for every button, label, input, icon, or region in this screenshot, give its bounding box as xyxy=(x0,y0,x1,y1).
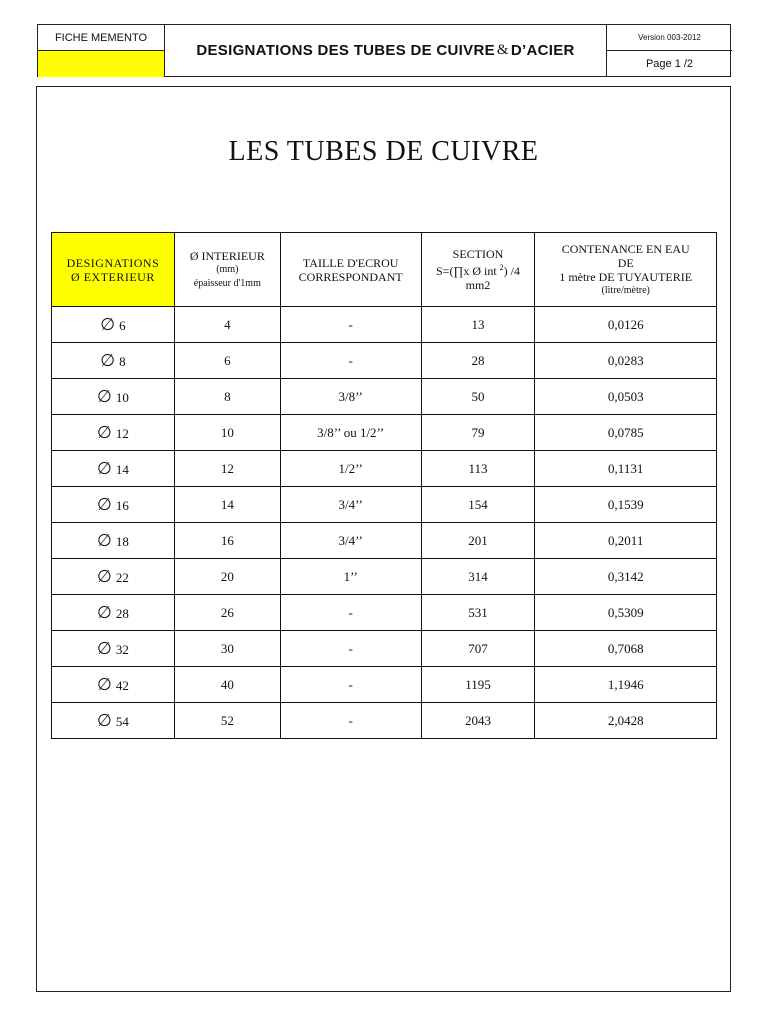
diameter-value: 16 xyxy=(115,497,129,513)
cell-diametre-exterieur xyxy=(52,379,175,415)
cell-taille-ecrou: - xyxy=(280,343,421,379)
cell-section: 154 xyxy=(421,487,535,523)
diameter-value: 32 xyxy=(115,641,129,657)
cell-taille-ecrou: 3/4’’ xyxy=(280,487,421,523)
yellow-highlight-box xyxy=(38,51,164,77)
cell-diametre-exterieur xyxy=(52,307,175,343)
header-ecrou-line1: TAILLE D'ECROU xyxy=(302,255,399,270)
diameter-icon: ∅ xyxy=(97,422,112,442)
cell-taille-ecrou: - xyxy=(280,667,421,703)
diameter-icon: ∅ xyxy=(97,386,112,406)
cell-contenance: 1,1946 xyxy=(535,667,717,703)
cell-diametre-exterieur xyxy=(52,595,175,631)
fiche-memento-label: FICHE MEMENTO xyxy=(38,25,164,51)
cell-section: 314 xyxy=(421,559,535,595)
cell-taille-ecrou: 3/8’’ xyxy=(280,379,421,415)
diameter-icon: ∅ xyxy=(97,638,112,658)
section-title: LES TUBES DE CUIVRE xyxy=(228,136,539,167)
diameter-value: 54 xyxy=(115,713,129,729)
table-header-row xyxy=(52,233,717,307)
cell-diametre-interieur: 30 xyxy=(174,631,280,667)
header-section-formula-sup: 2 xyxy=(499,263,504,272)
cell-contenance: 0,1131 xyxy=(535,451,717,487)
header-contenance-line1: CONTENANCE EN EAU xyxy=(561,241,690,256)
header-contenance-line3: 1 mètre DE TUYAUTERIE xyxy=(559,269,693,284)
cell-taille-ecrou: - xyxy=(280,307,421,343)
cell-diametre-exterieur xyxy=(52,631,175,667)
diameter-icon: ∅ xyxy=(97,530,112,550)
table-row xyxy=(52,487,717,523)
cell-taille-ecrou: - xyxy=(280,595,421,631)
cell-taille-ecrou: 1/2’’ xyxy=(280,451,421,487)
cell-contenance: 0,0283 xyxy=(535,343,717,379)
header-section xyxy=(421,233,535,307)
cell-taille-ecrou: - xyxy=(280,703,421,739)
cell-section: 531 xyxy=(421,595,535,631)
header-interieur-line1: Ø INTERIEUR xyxy=(189,248,265,263)
table-row xyxy=(52,451,717,487)
header-contenance-line4: (litre/mètre) xyxy=(601,284,650,296)
cell-diametre-interieur: 14 xyxy=(174,487,280,523)
table-body xyxy=(52,307,717,739)
cell-diametre-interieur: 26 xyxy=(174,595,280,631)
diameter-value: 14 xyxy=(115,461,129,477)
cell-section: 2043 xyxy=(421,703,535,739)
cell-contenance: 0,1539 xyxy=(535,487,717,523)
diameter-value: 10 xyxy=(115,389,129,405)
cell-section: 13 xyxy=(421,307,535,343)
diameter-icon: ∅ xyxy=(100,314,116,334)
header-ecrou-line2: CORRESPONDANT xyxy=(298,269,403,284)
table-row xyxy=(52,379,717,415)
cell-diametre-interieur: 6 xyxy=(174,343,280,379)
cell-diametre-interieur: 52 xyxy=(174,703,280,739)
cell-contenance: 0,3142 xyxy=(535,559,717,595)
document-title xyxy=(165,25,606,76)
header-interieur xyxy=(174,233,280,307)
cell-taille-ecrou: - xyxy=(280,631,421,667)
header-designation-line1: DESIGNATIONS xyxy=(66,255,160,270)
cell-section: 28 xyxy=(421,343,535,379)
header-designation xyxy=(52,233,175,307)
cell-contenance: 0,2011 xyxy=(535,523,717,559)
cell-section: 707 xyxy=(421,631,535,667)
cell-section: 50 xyxy=(421,379,535,415)
header-contenance xyxy=(535,233,717,307)
version-label: Version 003-2012 xyxy=(607,25,732,51)
diameter-icon: ∅ xyxy=(97,494,112,514)
cell-contenance: 0,7068 xyxy=(535,631,717,667)
cell-taille-ecrou: 1’’ xyxy=(280,559,421,595)
table-row xyxy=(52,595,717,631)
header-left-cell xyxy=(38,25,165,76)
document-title-part2: D’ACIER xyxy=(510,42,575,59)
cell-diametre-exterieur xyxy=(52,487,175,523)
table-row xyxy=(52,703,717,739)
diameter-value: 42 xyxy=(115,677,129,693)
cell-diametre-exterieur xyxy=(52,415,175,451)
diameter-value: 12 xyxy=(115,425,129,441)
cell-contenance: 0,0126 xyxy=(535,307,717,343)
cell-diametre-interieur: 16 xyxy=(174,523,280,559)
diameter-value: 8 xyxy=(119,353,126,369)
table-row xyxy=(52,631,717,667)
table-row xyxy=(52,415,717,451)
diameter-icon: ∅ xyxy=(97,458,112,478)
cell-diametre-exterieur xyxy=(52,703,175,739)
cell-diametre-interieur: 20 xyxy=(174,559,280,595)
cell-diametre-interieur: 8 xyxy=(174,379,280,415)
copper-tubes-table xyxy=(51,232,717,739)
cell-diametre-exterieur xyxy=(52,667,175,703)
diameter-icon: ∅ xyxy=(97,566,112,586)
cell-diametre-exterieur xyxy=(52,559,175,595)
document-header xyxy=(37,24,731,77)
diameter-icon: ∅ xyxy=(100,350,116,370)
diameter-value: 22 xyxy=(115,569,129,585)
header-interieur-line2: (mm) xyxy=(216,263,239,275)
cell-taille-ecrou: 3/4’’ xyxy=(280,523,421,559)
cell-diametre-exterieur xyxy=(52,523,175,559)
table-row xyxy=(52,667,717,703)
table-row xyxy=(52,307,717,343)
cell-diametre-interieur: 4 xyxy=(174,307,280,343)
cell-section: 79 xyxy=(421,415,535,451)
cell-diametre-exterieur xyxy=(52,451,175,487)
cell-contenance: 0,0785 xyxy=(535,415,717,451)
cell-section: 201 xyxy=(421,523,535,559)
header-section-line1: SECTION xyxy=(452,247,504,261)
header-ecrou xyxy=(280,233,421,307)
document-title-ampersand: & xyxy=(496,42,509,58)
diameter-value: 18 xyxy=(115,533,129,549)
diameter-value: 6 xyxy=(119,317,126,333)
cell-contenance: 2,0428 xyxy=(535,703,717,739)
header-section-formula-a: S=(∏x Ø int xyxy=(436,264,500,278)
cell-section: 1195 xyxy=(421,667,535,703)
header-section-line2 xyxy=(426,261,531,278)
header-right-cell xyxy=(606,25,732,76)
cell-diametre-interieur: 12 xyxy=(174,451,280,487)
header-section-line3: mm2 xyxy=(465,278,491,292)
diameter-icon: ∅ xyxy=(97,710,112,730)
diameter-icon: ∅ xyxy=(97,674,112,694)
header-contenance-line2: DE xyxy=(617,255,634,270)
cell-section: 113 xyxy=(421,451,535,487)
cell-diametre-interieur: 40 xyxy=(174,667,280,703)
cell-diametre-interieur: 10 xyxy=(174,415,280,451)
table-row xyxy=(52,343,717,379)
cell-contenance: 0,0503 xyxy=(535,379,717,415)
header-section-formula-b: ) /4 xyxy=(503,264,520,278)
diameter-icon: ∅ xyxy=(97,602,112,622)
table-row xyxy=(52,559,717,595)
cell-contenance: 0,5309 xyxy=(535,595,717,631)
cell-diametre-exterieur xyxy=(52,343,175,379)
document-title-part1: DESIGNATIONS DES TUBES DE CUIVRE xyxy=(196,42,495,59)
cell-taille-ecrou: 3/8’’ ou 1/2’’ xyxy=(280,415,421,451)
diameter-value: 28 xyxy=(115,605,129,621)
table-row xyxy=(52,523,717,559)
header-designation-line2: Ø EXTERIEUR xyxy=(71,269,155,284)
page-number-label: Page 1 /2 xyxy=(645,58,694,70)
header-interieur-line3: épaisseur d'1mm xyxy=(193,277,261,289)
